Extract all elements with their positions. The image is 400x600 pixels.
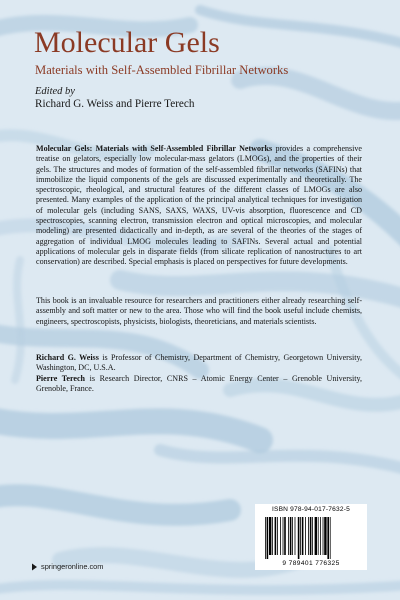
arrow-right-icon [31, 563, 38, 571]
springer-website-link[interactable] [31, 562, 103, 571]
barcode-icon [263, 517, 359, 559]
editor-bio-text: is Professor of Chemistry, Department of Chemistry, Georgetown University, Washington, DC, U.S.A. [36, 353, 362, 373]
audience-paragraph: This book is an invaluable resource for researchers and practitioners either already researching self-assembly and soft matter or new to the area. Those who will find the book useful include chemists, engineers, spectroscopists, physicists, biologists, theoreticians, and materials scientists. [36, 296, 362, 326]
editor-name: Pierre Terech [36, 373, 86, 383]
editor-bio-terech [36, 374, 362, 395]
description-lead: Molecular Gels: Materials with Self-Assembled Fibrillar Networks [36, 144, 273, 153]
isbn-barcode-box [255, 504, 367, 570]
edited-by-label: Edited by [35, 86, 75, 97]
book-subtitle: Materials with Self-Assembled Fibrillar Networks [35, 63, 289, 77]
description-body: provides a comprehensive treatise on gelators, especially low molecular-mass gelators (LMOGs), and the properties of their gels. The structures and modes of formation of the self-assembled fibrillar networks (SAFINs) that immobilize the liquid components of the gels are discussed experimentally and theoretically. The spectroscopic, rheological, and structural features of the different classes of LMOGs are also presented. Many examples of the application of the principal analytical techniques for investigation of molecular gels (including SANS, SAXS, WAXS, UV-vis absorption, fluorescence and CD spectroscopies, scanning electron, transmission electron and optical microscopies, and molecular modeling) are presented didactically and in-depth, as are several of the theories of the stages of aggregation of individual LMOG molecules leading to SAFINs. Several actual and potential applications of molecular gels in disparate fields (from silicate replication of nanostructures to art conservation) are described. Special emphasis is placed on perspectives for future developments. [36, 144, 363, 267]
description-paragraph [36, 144, 362, 268]
editor-bio-weiss [36, 353, 362, 374]
editor-bios [36, 353, 362, 394]
book-title: Molecular Gels [34, 26, 220, 59]
isbn-label: ISBN 978-94-017-7632-5 [271, 506, 351, 513]
barcode-number: 9 789401 776325 [282, 560, 340, 567]
springer-link-text: springeronline.com [41, 562, 104, 571]
editors-names: Richard G. Weiss and Pierre Terech [35, 98, 195, 110]
editor-bio-text: is Research Director, CNRS – Atomic Energy Center – Grenoble University, Grenoble, France. [36, 373, 363, 393]
editor-name: Richard G. Weiss [36, 353, 99, 362]
